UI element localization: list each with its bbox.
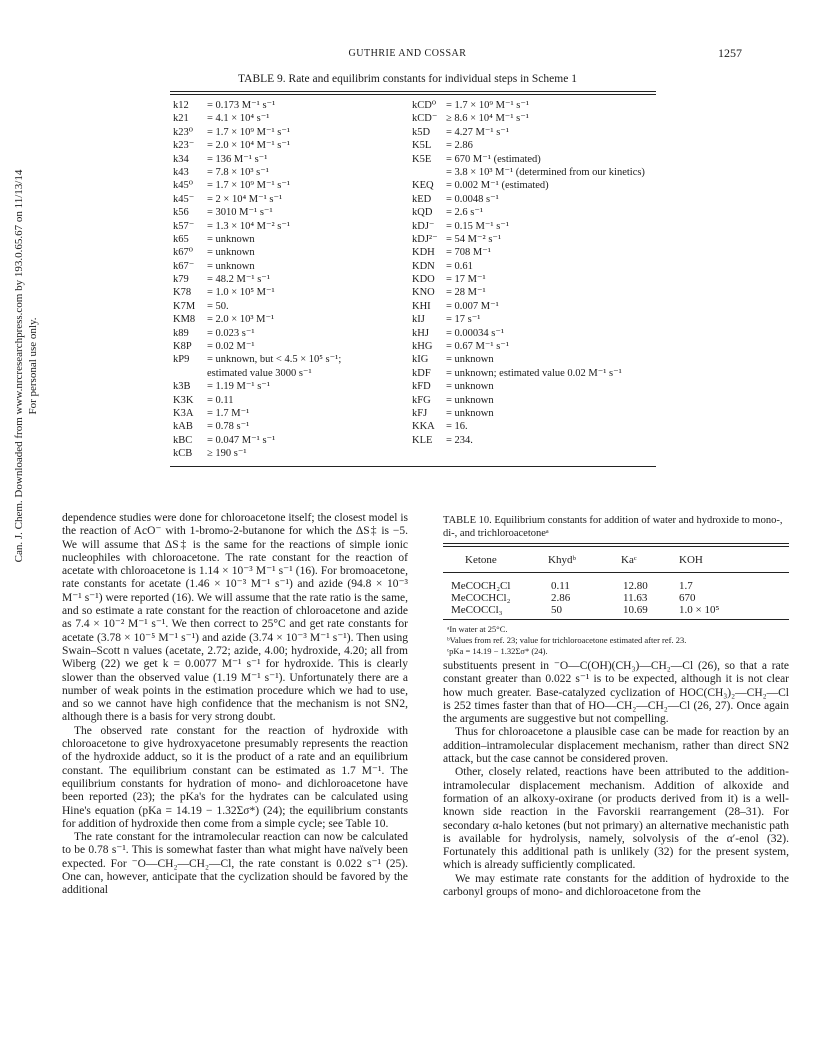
constant-value: = 2.86 xyxy=(446,140,473,152)
constant-value: = 3.8 × 10³ M⁻¹ (determined from our kinetics) xyxy=(446,166,645,178)
constant-row xyxy=(412,353,652,366)
constant-value: = unknown xyxy=(207,247,255,259)
constant-row xyxy=(173,126,411,139)
constant-symbol: kFG xyxy=(412,394,431,406)
constant-symbol: K5L xyxy=(412,140,432,152)
constant-row xyxy=(173,99,411,112)
constant-row xyxy=(173,246,411,259)
constant-value: = 0.007 M⁻¹ xyxy=(446,300,499,312)
constant-row xyxy=(412,126,652,139)
constant-value: = 0.023 s⁻¹ xyxy=(207,327,255,339)
constant-row xyxy=(412,340,652,353)
constant-row xyxy=(173,340,411,353)
constant-row xyxy=(412,206,652,219)
table10-row xyxy=(443,580,789,592)
constant-value: = 0.00034 s⁻¹ xyxy=(446,327,505,339)
constant-value: = 1.0 × 10⁵ M⁻¹ xyxy=(207,287,275,299)
constant-row xyxy=(173,407,411,420)
constant-row xyxy=(173,179,411,192)
constant-value: = 0.67 M⁻¹ s⁻¹ xyxy=(446,341,509,353)
constant-symbol: k57⁻ xyxy=(173,220,195,232)
constant-value: = 4.27 M⁻¹ s⁻¹ xyxy=(446,126,509,138)
constant-symbol: K3A xyxy=(173,407,194,419)
constant-symbol: KEQ xyxy=(412,180,434,192)
download-notice: Can. J. Chem. Downloaded from www.nrcresearchpress.com by 193.0.65.67 on 11/13/14 xyxy=(13,169,25,563)
constant-row xyxy=(173,112,411,125)
constant-value: = 0.61 xyxy=(446,260,473,272)
constant-symbol: KDH xyxy=(412,247,435,259)
constant-row xyxy=(173,353,411,366)
constant-value: = unknown, but < 4.5 × 10⁵ s⁻¹; xyxy=(207,354,342,366)
constant-value: ≥ 190 s⁻¹ xyxy=(207,448,247,460)
constant-symbol: k67⁻ xyxy=(173,260,195,272)
constant-row xyxy=(412,166,652,179)
page-number: 1257 xyxy=(718,46,742,60)
constant-row xyxy=(412,327,652,340)
constant-row xyxy=(412,273,652,286)
constant-symbol: k45⁰ xyxy=(173,180,193,192)
constant-row xyxy=(412,233,652,246)
constant-symbol: K8P xyxy=(173,341,192,353)
constant-symbol: K5E xyxy=(412,153,432,165)
constant-value: = 0.02 M⁻¹ xyxy=(207,341,255,353)
constant-symbol: kED xyxy=(412,193,432,205)
constant-row xyxy=(173,233,411,246)
constant-value: = 708 M⁻¹ xyxy=(446,247,491,259)
paragraph: The observed rate constant for the reaction of hydroxide with chloroacetone to give hydroxyacetone presumably represents the reaction of the hydroxide adduct, so it is the product of a rate and an equilibrium constant. The equilibrium constant can be estimated as 1.7 M⁻¹. The equilibrium constants for hydration of mono- and dichloroacetone have been reported (23); the pKa's for the hydrates can be calculated using Hine's equation (pKa = 14.19 − 1.32Σσ*) (24); the equilibrium constants for addition of hydroxide then come from a simple cycle; see Table 10. xyxy=(62,724,408,830)
constant-value: = 3010 M⁻¹ s⁻¹ xyxy=(207,207,273,219)
constant-symbol: K3K xyxy=(173,394,194,406)
constant-row xyxy=(173,300,411,313)
table10-header-rule xyxy=(443,572,789,573)
constant-row xyxy=(173,139,411,152)
constant-symbol: kCD⁰ xyxy=(412,100,437,111)
constant-value: = unknown xyxy=(207,233,255,245)
constant-row xyxy=(173,193,411,206)
constant-row xyxy=(173,380,411,393)
constant-symbol: K78 xyxy=(173,287,192,299)
constant-row xyxy=(412,246,652,259)
table10-cell: MeCOCH₂Cl xyxy=(451,580,511,592)
table10-cell: 10.69 xyxy=(623,604,648,616)
constant-value: = 1.3 × 10⁴ M⁻² s⁻¹ xyxy=(207,220,291,232)
table10-body xyxy=(443,580,789,616)
constant-symbol: kHG xyxy=(412,341,433,353)
constant-value: = 0.002 M⁻¹ (estimated) xyxy=(446,180,549,192)
constant-row xyxy=(173,447,411,460)
constant-value: = 2.0 × 10⁴ M⁻¹ s⁻¹ xyxy=(207,140,291,152)
table9-left-column xyxy=(173,99,411,461)
constant-value: = 0.11 xyxy=(207,394,234,406)
constant-row xyxy=(412,153,652,166)
running-head: GUTHRIE AND COSSAR xyxy=(348,48,467,59)
constant-value: ≥ 8.6 × 10⁴ M⁻¹ s⁻¹ xyxy=(446,113,529,125)
footnote-a: ᵃIn water at 25°C. xyxy=(447,624,508,634)
paragraph: dependence studies were done for chloroacetone itself; the closest model is the reaction of AcO⁻ with 1-bromo-2-butanone for which the ΔS‡ is −5. We will assume that ΔS‡ is the same for the reactions of simple ionic nucleophiles with chloroacetone. The rate constant for the reaction of acetate with chloroacetone is 1.14 × 10⁻³ M⁻¹ s⁻¹ (16). For bromoacetone, rate constants for acetate (1.46 × 10⁻³ M⁻¹ s⁻¹) and azide (94.8 × 10⁻³ M⁻¹ s⁻¹) were reported (16). We will assume that the rate ratio is the same, and so estimate a rate constant for the reaction of chloroacetone and azide as 7.4 × 10⁻² M⁻¹ s⁻¹. We then correct to 25°C and get rate constants for acetate (3.78 × 10⁻⁵ M⁻¹ s⁻¹) and azide (3.74 × 10⁻³ M⁻¹ s⁻¹). Then using Swain–Scott n values (acetate, 2.72; azide, 4.00; hydroxide, 4.20; all from Wiberg (22) we get k = 0.0077 M⁻¹ s⁻¹ for hydroxide. This is clearly slower than the observed value (1.19 M⁻¹ s⁻¹). Unfortunately there are a number of weak points in the estimation procedure which we had to use, and so we cannot have high confidence that the mechanism is not SN2, although there is a basis for very strong doubt. xyxy=(62,512,408,724)
constant-symbol: KKA xyxy=(412,421,435,433)
constant-value: = 50. xyxy=(207,300,229,312)
constant-row xyxy=(412,179,652,192)
constant-row xyxy=(173,166,411,179)
table10-cell: 12.80 xyxy=(623,580,648,592)
constant-symbol: kAB xyxy=(173,421,193,433)
body-column-right xyxy=(443,660,789,899)
table9-top-rule-double xyxy=(170,94,656,95)
constant-symbol: KLE xyxy=(412,434,433,446)
constant-value: = 2.0 × 10³ M⁻¹ xyxy=(207,314,275,326)
constant-value: = 4.1 × 10⁴ s⁻¹ xyxy=(207,113,270,125)
constant-value: = 234. xyxy=(446,434,473,446)
constant-row xyxy=(412,420,652,433)
constant-symbol: k23⁰ xyxy=(173,126,193,138)
table10-header-ketone: Ketone xyxy=(465,554,497,566)
table10-caption: TABLE 10. Equilibrium constants for addition of water and hydroxide to mono-, di-, and trichloroacetoneᵃ xyxy=(443,515,783,539)
constant-row xyxy=(412,112,652,125)
constant-row xyxy=(412,407,652,420)
constant-symbol: kIG xyxy=(412,354,429,366)
constant-symbol: k12 xyxy=(173,100,189,111)
constant-value: = unknown xyxy=(446,407,494,419)
table10-header-row xyxy=(443,554,789,566)
table10-cell: MeCOCHCl₂ xyxy=(451,592,511,604)
constant-row xyxy=(412,286,652,299)
constant-symbol: KDN xyxy=(412,260,435,272)
constant-symbol: kCD⁻ xyxy=(412,113,438,125)
constant-value: = 1.7 M⁻¹ xyxy=(207,407,250,419)
table10-cell: 0.11 xyxy=(551,580,570,592)
constant-value: = 1.19 M⁻¹ s⁻¹ xyxy=(207,381,270,393)
constant-symbol: KNO xyxy=(412,287,435,299)
constant-value: estimated value 3000 s⁻¹ xyxy=(207,367,312,379)
constant-symbol: kDJ⁻ xyxy=(412,220,435,232)
constant-row xyxy=(412,139,652,152)
constant-symbol: kCB xyxy=(173,448,193,460)
constant-value: = 16. xyxy=(446,421,468,433)
constant-symbol xyxy=(412,166,446,179)
constant-row xyxy=(412,99,652,112)
constant-value: = 0.78 s⁻¹ xyxy=(207,421,250,433)
constant-symbol: k45⁻ xyxy=(173,193,195,205)
table10-cell: MeCOCCl₃ xyxy=(451,604,503,616)
constant-value: = 1.7 × 10⁹ M⁻¹ s⁻¹ xyxy=(446,100,530,111)
constant-value: = 0.0048 s⁻¹ xyxy=(446,193,499,205)
constant-symbol: kHJ xyxy=(412,327,429,339)
constant-symbol: KM8 xyxy=(173,314,196,326)
table10-bottom-rule xyxy=(443,619,789,620)
constant-value: = 136 M⁻¹ s⁻¹ xyxy=(207,153,268,165)
table10-cell: 1.7 xyxy=(679,580,693,592)
constant-symbol: kP9 xyxy=(173,354,190,366)
constant-row xyxy=(412,380,652,393)
constant-value: = 28 M⁻¹ xyxy=(446,287,486,299)
constant-symbol: k23⁻ xyxy=(173,140,195,152)
constant-symbol: k3B xyxy=(173,381,191,393)
constant-row xyxy=(412,300,652,313)
constant-row xyxy=(173,286,411,299)
paragraph: substituents present in ⁻O—C(OH)(CH₃)—CH₂—Cl (26), so that a rate constant greater than 0.022 s⁻¹ is to be expected, although it is not clear how much greater. Base-catalyzed cyclization of HOC(CH₃)₂—CH₂—Cl is 252 times faster than that of HO—CH₂—CH₂—Cl (26, 27). Once again the arguments are suggestive but not compelling. xyxy=(443,660,789,726)
constant-value: = 7.8 × 10³ s⁻¹ xyxy=(207,166,269,178)
constant-row xyxy=(173,327,411,340)
constant-row xyxy=(173,367,411,380)
constant-row xyxy=(173,313,411,326)
constant-symbol: kQD xyxy=(412,207,433,219)
constant-row xyxy=(173,206,411,219)
constant-row xyxy=(173,434,411,447)
table10-cell: 11.63 xyxy=(623,592,648,604)
constant-row xyxy=(173,153,411,166)
table10-row xyxy=(443,592,789,604)
constant-symbol: KDO xyxy=(412,274,435,286)
constant-value: = 2 × 10⁴ M⁻¹ s⁻¹ xyxy=(207,193,283,205)
constant-symbol: k65 xyxy=(173,233,189,245)
constant-symbol: k79 xyxy=(173,274,189,286)
constant-symbol xyxy=(173,367,207,380)
constant-symbol: kDJ²⁻ xyxy=(412,233,438,245)
constant-value: = 48.2 M⁻¹ s⁻¹ xyxy=(207,274,270,286)
table10-top-rule-double xyxy=(443,546,789,547)
paragraph: Thus for chloroacetone a plausible case can be made for reaction by an addition–intramolecular displacement mechanism, rather than direct SN2 attack, but the case cannot be considered proven. xyxy=(443,726,789,766)
constant-value: = 17 s⁻¹ xyxy=(446,314,481,326)
constant-value: = 1.7 × 10⁹ M⁻¹ s⁻¹ xyxy=(207,180,291,192)
constant-row xyxy=(412,394,652,407)
table10-cell: 1.0 × 10⁵ xyxy=(679,604,720,616)
constant-row xyxy=(173,420,411,433)
constant-value: = 670 M⁻¹ (estimated) xyxy=(446,153,541,165)
paragraph: Other, closely related, reactions have been attributed to the addition-intramolecular displacement mechanism. Addition of alkoxide and formation of an alkoxy-oxirane (or products derived from it) is a well-known side reaction in the Favorskii rearrangement (28–31). For secondary α-halo ketones (but not primary) an alternative mechanistic path is available for hydrolysis, namely, solvolysis of the α′-enol (32). Fortunately this additional path is unlikely (32) for the present system, which is already sufficiently complicated. xyxy=(443,766,789,872)
constant-symbol: k56 xyxy=(173,207,189,219)
table9-top-rule xyxy=(170,91,656,92)
table10-cell: 670 xyxy=(679,592,696,604)
constant-row xyxy=(412,313,652,326)
constant-value: = 0.15 M⁻¹ s⁻¹ xyxy=(446,220,509,232)
table10-row xyxy=(443,604,789,616)
body-column-left xyxy=(62,512,408,898)
constant-row xyxy=(412,193,652,206)
constant-row xyxy=(412,434,652,447)
table10-header-khyd: Khydᵇ xyxy=(548,554,576,566)
constant-symbol: k67⁰ xyxy=(173,247,193,259)
constant-value: = 0.047 M⁻¹ s⁻¹ xyxy=(207,434,276,446)
constant-symbol: k34 xyxy=(173,153,189,165)
constant-value: = 0.173 M⁻¹ s⁻¹ xyxy=(207,100,276,111)
constant-symbol: kDF xyxy=(412,367,431,379)
constant-value: = unknown xyxy=(207,260,255,272)
constant-symbol: KHI xyxy=(412,300,431,312)
footnote-b: ᵇValues from ref. 23; value for trichloroacetone estimated after ref. 23. xyxy=(447,635,687,645)
constant-symbol: k5D xyxy=(412,126,431,138)
constant-symbol: kFJ xyxy=(412,407,428,419)
table9-caption: TABLE 9. Rate and equilibrim constants for individual steps in Scheme 1 xyxy=(238,73,577,85)
constant-row xyxy=(412,260,652,273)
table10-cell: 2.86 xyxy=(551,592,571,604)
constant-row xyxy=(412,367,652,380)
constant-value: = 17 M⁻¹ xyxy=(446,274,486,286)
constant-symbol: kFD xyxy=(412,381,431,393)
table10-header-koh: KOH xyxy=(679,554,703,566)
constant-row xyxy=(412,220,652,233)
table10-footnotes xyxy=(447,624,789,657)
constant-symbol: K7M xyxy=(173,300,196,312)
table10-top-rule xyxy=(443,543,789,544)
table10-cell: 50 xyxy=(551,604,562,616)
constant-value: = unknown xyxy=(446,394,494,406)
personal-use-notice: For personal use only. xyxy=(27,317,39,415)
constant-value: = unknown xyxy=(446,381,494,393)
constant-row xyxy=(173,394,411,407)
constant-value: = 2.6 s⁻¹ xyxy=(446,207,484,219)
download-watermark xyxy=(12,86,40,646)
constant-symbol: kIJ xyxy=(412,314,425,326)
constant-symbol: k43 xyxy=(173,166,189,178)
paragraph: The rate constant for the intramolecular reaction can now be calculated to be 0.78 s⁻¹. This is somewhat faster than what might have naïvely been expected. For ⁻O—CH₂—CH₂—Cl, the rate constant is 0.022 s⁻¹ (25). One can, however, anticipate that the cyclization should be favored by the additional xyxy=(62,831,408,897)
constant-value: = 54 M⁻² s⁻¹ xyxy=(446,233,502,245)
table10-header-ka: Kaᶜ xyxy=(621,554,637,566)
constant-value: = 1.7 × 10⁹ M⁻¹ s⁻¹ xyxy=(207,126,291,138)
constant-symbol: k89 xyxy=(173,327,189,339)
table9-right-column xyxy=(412,99,652,447)
constant-value: = unknown; estimated value 0.02 M⁻¹ s⁻¹ xyxy=(446,367,622,379)
paragraph: We may estimate rate constants for the addition of hydroxide to the carbonyl groups of mono- and dichloroacetone from the xyxy=(443,872,789,899)
footnote-c: ᶜpKa = 14.19 − 1.32Σσ* (24). xyxy=(447,646,548,656)
constant-row xyxy=(173,220,411,233)
constant-value: = unknown xyxy=(446,354,494,366)
constant-symbol: kBC xyxy=(173,434,193,446)
constant-row xyxy=(173,273,411,286)
constant-symbol: k21 xyxy=(173,113,189,125)
table9-bottom-rule xyxy=(170,466,656,467)
constant-row xyxy=(173,260,411,273)
